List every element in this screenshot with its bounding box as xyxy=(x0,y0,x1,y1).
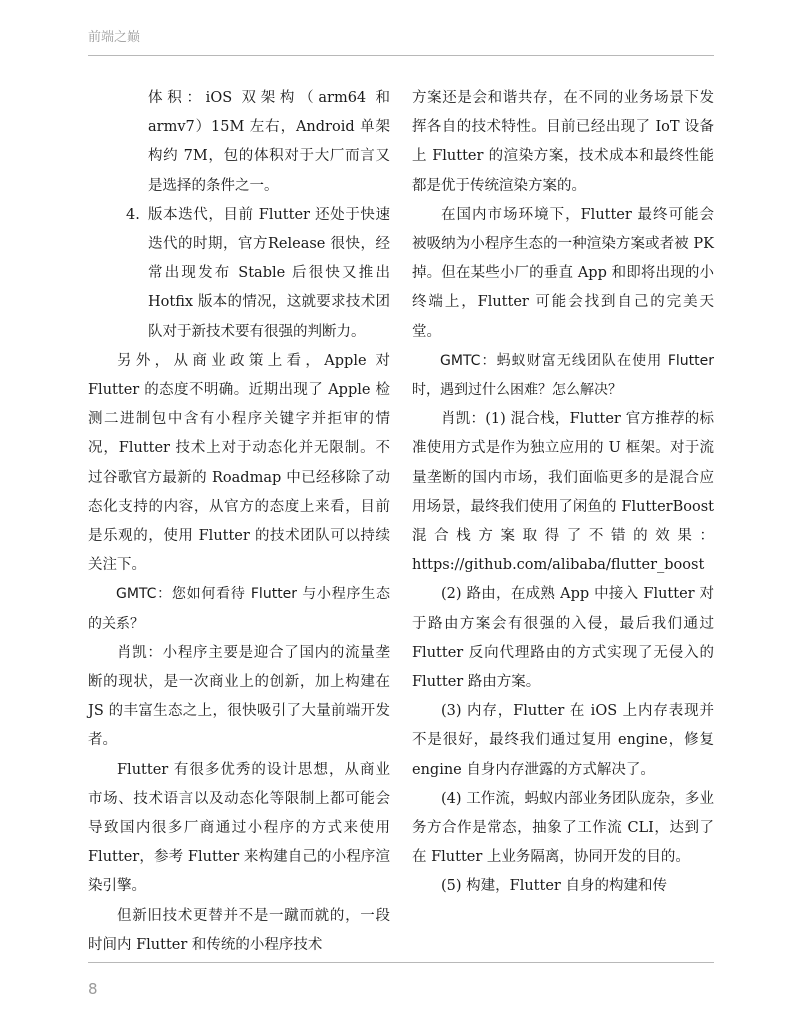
answer-paragraph-hybrid-stack: 肖凯：(1) 混合栈，Flutter 官方推荐的标准使用方式是作为独立应用的 U 框架。对于流量垄断的国内市场，我们面临更多的是混合应用场景，最终我们使用了闲鱼的 FlutterBoost 混合栈方案取得了不错的效果：https://github.com/alibaba/flutter_boost xyxy=(412,411,714,574)
paragraph-routing: (2) 路由，在成熟 App 中接入 Flutter 对于路由方案会有很强的入侵，最后我们通过 Flutter 反向代理路由的方式实现了无侵入的 Flutter 路由方案。 xyxy=(412,586,714,691)
page-number: 8 xyxy=(88,980,98,998)
footer-divider xyxy=(88,962,714,963)
question-heading-difficulties: GMTC：蚂蚁财富无线团队在使用 Flutter 时，遇到过什么困难？怎么解决？ xyxy=(412,352,714,399)
paragraph-memory: (3) 内存，Flutter 在 iOS 上内存表现并不是很好，最终我们通过复用 engine，修复 engine 自身内存泄露的方式解决了。 xyxy=(412,703,714,778)
paragraph-apple-policy: 另外，从商业政策上看，Apple 对 Flutter 的态度不明确。近期出现了 Apple 检测二进制包中含有小程序关键字并拒审的情况，Flutter 技术上对于动态化并无限制。不过谷歌官方最新的 Roadmap 中已经移除了动态化支持的内容，从官方的态度上来看，目前是乐观的，使用 Flutter 的技术团队可以持续关注下。 xyxy=(88,352,390,574)
right-column xyxy=(412,84,714,902)
list-item-version-iteration xyxy=(88,201,390,347)
paragraph-continuation: 方案还是会和谐共存，在不同的业务场景下发挥各自的技术特性。目前已经出现了 IoT 设备上 Flutter 的渲染方案，技术成本和最终性能都是优于传统渲染方案的。 xyxy=(412,90,714,194)
paragraph-build: (5) 构建，Flutter 自身的构建和传 xyxy=(441,878,667,895)
paragraph-workflow: (4) 工作流，蚂蚁内部业务团队庞杂，多业务方合作是常态，抽象了工作流 CLI，达到了在 Flutter 上业务隔离，协同开发的目的。 xyxy=(412,790,714,866)
answer-paragraph-miniprogram: 肖凯：小程序主要是迎合了国内的流量垄断的现状，是一次商业上的创新，加上构建在 JS 的丰富生态之上，很快吸引了大量前端开发者。 xyxy=(88,644,390,749)
list-item-text: 版本迭代，目前 Flutter 还处于快速迭代的时期，官方Release 很快，经常出现发布 Stable 后很快又推出 Hotfix 版本的情况，这就要求技术团队对于新技术要有很强的判断力。 xyxy=(148,206,390,340)
header-divider xyxy=(88,55,714,56)
paragraph-domestic-market: 在国内市场环境下，Flutter 最终可能会被吸纳为小程序生态的一种渲染方案或者被 PK 掉。但在某些小厂的垂直 App 和即将出现的小终端上，Flutter 可能会找到自己的完美天堂。 xyxy=(412,206,714,340)
running-header: 前端之巅 xyxy=(88,30,141,45)
list-item-number: 4. xyxy=(126,206,140,223)
list-item-continuation: 体积：iOS 双架构（arm64 和 armv7）15M 左右，Android 单架构约 7M，包的体积对于大厂而言又是选择的条件之一。 xyxy=(148,90,390,194)
paragraph-tech-transition: 但新旧技术更替并不是一蹴而就的，一段时间内 Flutter 和传统的小程序技术 xyxy=(88,907,390,953)
left-column xyxy=(88,84,390,960)
paragraph-flutter-design: Flutter 有很多优秀的设计思想，从商业市场、技术语言以及动态化等限制上都可能会导致国内很多厂商通过小程序的方式来使用 Flutter，参考 Flutter 来构建自己的小程序渲染引擎。 xyxy=(88,761,390,895)
question-heading-miniprogram: GMTC：您如何看待 Flutter 与小程序生态的关系？ xyxy=(88,586,390,632)
